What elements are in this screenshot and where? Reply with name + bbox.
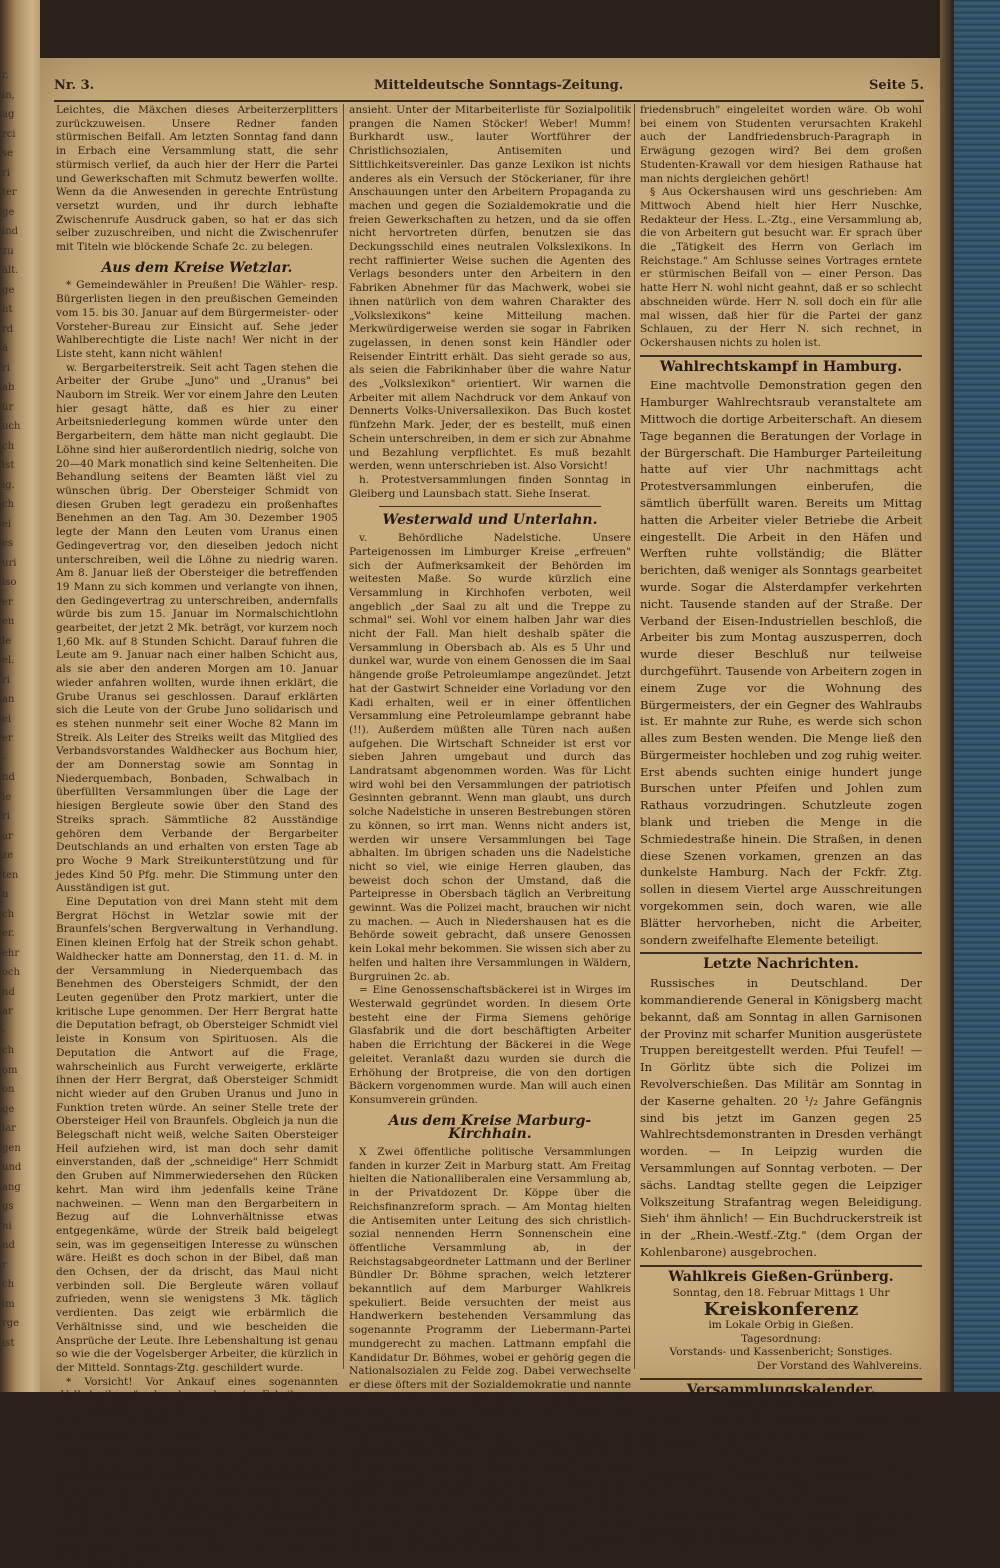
- hamburg-article: [640, 377, 922, 948]
- left-page-fragment: ch: [2, 1045, 15, 1056]
- left-page-fragment: ält.: [2, 265, 19, 276]
- left-page-fragment: om: [2, 1064, 18, 1076]
- left-page-fragment: ch: [2, 908, 15, 920]
- article-text: * Gemeindewähler in Preußen! Die Wähler- resp. Bürgerlisten liegen in den preußischen Gemeinden vom 15. bis 30. Januar auf dem Bürgermeister- oder Vorsteher-Bureau zur Einsicht auf. Sehe jeder Wahlberechtigte die Liste nach! Wer nicht in der Liste steht, kann nicht wählen!: [56, 279, 338, 360]
- left-page-fragment: se: [2, 148, 14, 159]
- calendar-entry: Gießen. Holzarbeiter. Abends 9 Uhr Versammlung bei Löb. — Metallarbeiter abends 9 Uhr Versammlung bei Orbig.: [640, 1414, 922, 1454]
- left-page-fragment: ch: [2, 440, 15, 452]
- section-heading: Letzte Nachrichten.: [703, 956, 859, 973]
- article-text: w. Bergarbeiterstreik. Seit acht Tagen stehen die Arbeiter der Grube „Juno" und „Uranus" bei Nauborn im Streik. Wer vor einem Jahre den Leuten hier gesagt hätte, daß es hier zu einer Arbeitsniederlegung kommen würde unter den Bergarbeitern, dem hätte man nicht geglaubt. Die Löhne sind hier außerordentlich niedrig, solche von 20—40 Mark monatlich sind keine Seltenheiten. Die Behandlung seitens der Beamten läßt viel zu wünschen übrig. Der Obersteiger Schmidt von diesen Gruben legt geradezu ein proßenhaftes Benehmen an den Tag. Am 30. Dezember 1905 legte der Mann den Leuten vom Uranus einen Gedingevertrag vor, den dieselben jedoch nicht unterschreiben, weil die Löhne zu niedrig waren. Am 8. Januar ließ der Obersteiger die betreffenden 19 Mann zu sich kommen und verlangte von ihnen, den Gedingevertrag zu unterschreiben, andernfalls würde bis zum 15. Januar im Normalschichtlohn gearbeitet, der jetzt 2 Mk. beträgt, vor kurzem noch 1,60 Mk. auf 8 Stunden Schicht. Darauf fuhren die Leute am 9. Januar nach einer halben Schicht aus, als sie aber den anderen Morgen am 10. Januar wieder anfahren wollten, wurde ihnen erklärt, die Grube Uranus sei geschlossen. Darauf erklärten sich die Leute von der Grube Juno solidarisch und es stehen nunmehr seit einer Woche 82 Mann im Streik. Als Leiter des Streiks weilt das Mitglied des Verbandsvorstandes Waldhecker aus Bochum hier, der am Donnerstag sowie am Sonntag in Niederquembach, Bonbaden, Schwalbach in überfüllten Versammlungen über die Lage der hiesigen Bergleute sowie über den Stand des Streiks sprach. Sämmtliche 82 Ausständige gehören dem Verbande der Bergarbeiter Deutschlands an und erhalten von ersten Tage ab pro Woche 9 Mark Streikunterstützung und für jedes Kind 50 Pfg. mehr. Die Stimmung unter den Ausständigen ist gut.: [56, 361, 338, 895]
- left-page-fragment: ge: [2, 284, 15, 296]
- left-page-fragment: nd: [2, 772, 15, 783]
- section-heading: Aus dem Kreise Marburg-Kirchhain.: [388, 1112, 592, 1143]
- left-page-fragment: uch: [2, 421, 21, 432]
- page-header: [54, 78, 924, 102]
- left-page-fragment: n: [2, 889, 9, 900]
- left-page-fragment: ze: [2, 850, 14, 861]
- announcement-line: Vorstands- und Kassenbericht; Sonstiges.: [669, 1346, 893, 1359]
- section-heading: Westerwald und Unterlahn.: [382, 512, 598, 529]
- article-text: Eine machtvolle Demonstration gegen den Hamburger Wahlrechtsraub veranstaltete am Mittwoch die dortige Arbeiterschaft. An diesem Tage begannen die Beratungen der Vorlage in der Bürgerschaft. Die Hamburger Parteileitung hatte auf vier Uhr nachmittags acht Protestversammlungen einberufen, die sämtlich überfüllt waren. Bereits um Mittag hatten die Arbeiter vieler Betriebe die Arbeit eingestellt. Die Arbeit in den Häfen und Werften ruhte vollständig; die Blätter berichten, daß weniger als Sonntags gearbeitet wurde. Sogar die Alsterdampfer verkehrten nicht. Tausende standen auf der Straße. Der Verband der Eisen-Industriellen beschloß, die Arbeiter bis zum Montag auszusperren, doch wurde dieser Beschluß nur teilweise durchgeführt. Tausende von Arbeitern zogen in einem Zuge vor die Wohnung des Bürgermeisters, der ein Gegner des Wahlraubs ist. Er mahnte zur Ruhe, es werde sich schon alles zum Besten wenden. Die Menge ließ den Bürgermeister hochleben und zog ruhig weiter. Erst abends suchten einige hundert junge Burschen unter Pfeifen und Johlen zum Rathaus vorzudringen. Schutzleute zogen blank und trieben die Menge in die Schmiedestraße hinein. Die Straßen, in denen diese Szenen vorkamen, grenzen an das dunkelste Hamburg. Nach der Fckfr. Ztg. sollen in diesem Viertel arge Ausschreitungen vorgekommen sein, doch waren, wie alle Blätter hervorheben, nicht die Arbeiter, sondern zweifelhafte Elemente beteiligt.: [640, 378, 922, 947]
- left-page-fragment: rd: [2, 323, 14, 335]
- article-text: § Aus Ockershausen wird uns geschrieben: Am Mittwoch Abend hielt hier Herr Nuschke, Redakteur der Hess. L.-Ztg., eine Versammlung ab, die von Arbeitern gut besucht war. Er sprach über die „Tätigkeit des Herrn von Gerlach im Reichstage." Am Schlusse seines Vortrages erntete er stürmischen Beifall von — einer Person. Das hatte Herr N. wohl nicht geahnt, daß er so schlecht abschneiden würde. Herr N. soll doch ein für alle mal wissen, daß hier für die Partei der ganz Schlauen, zu der Herr N. sich rechnet, in Ockershausen nichts zu holen ist.: [640, 186, 922, 349]
- article-text: h. Protestversammlungen finden Sonntag in Gleiberg und Launsbach statt. Siehe Inserat.: [349, 473, 631, 500]
- left-page-fragment: und: [2, 1162, 22, 1173]
- article-text: friedensbruch" eingeleitet worden wäre. Ob wohl bei einem von Studenten verursachten Krakehl auch der Landfriedensbruch-Paragraph in Erwägung gezogen wird? Bei dem großen Studenten-Krawall vor dem hiesigen Rathause hat man nichts dergleichen gehört!: [640, 104, 922, 185]
- article-text: ○ Keine Studenten, sondern Arbeiter, sechs junge Burschen aus Cölbe, waren es, welche vorige Woche sich vor dem hiesigen Schöffengericht wegen eines kleinen Krakehls zu verantworten hatten. Fünf wurden freigesprochen und nur einer zu 30 Mk. verurteilt, allem wurde jedoch trotz der Freisprechung und der geringen Verurteilung bedeutet, daß die Sache nicht so harmlos gewesen, da anfänglich die Untersuchung wegen „Land-: [349, 1433, 631, 1556]
- left-page-fragment: ist: [2, 460, 15, 471]
- left-page-fragment: gen: [2, 1142, 21, 1154]
- left-page-fragment: ri: [2, 167, 10, 179]
- section-heading: Aus dem Kreise Wetzlar.: [101, 259, 293, 276]
- left-page-fragment: uri: [2, 557, 17, 569]
- left-page-fragment: in,: [2, 89, 15, 101]
- article-text: v. Behördliche Nadelstiche. Unsere Parteigenossen im Limburger Kreise „erfreuen" sich der Aufmerksamkeit der Behörden im weitesten Maße. So wurde kürzlich eine Versammlung in Kirchhofen verboten, weil angeblich „der Saal zu alt und die Treppe zu schmal" sei. Wohl vor einem halben Jahr war dies nicht der Fall. Man hielt deshalb später die Versammlung in Obersbach ab. Als es 5 Uhr und dunkel war, wurde von einem Genossen die im Saal hängende große Petroleumlampe angezündet. Jetzt hat der Gastwirt Schneider eine Vorladung vor den Kadi erhalten, weil er in einer öffentlichen Versammlung eine Petroleumlampe gebrannt habe (!!). Außerdem müßten alle Türen nach außen aufgehen. Die Wirtschaft Schneider ist erst vor sieben Jahren umgebaut und durch das Landratsamt abgenommen worden. Was für Licht wird wohl bei den Versammlungen der patriotisch Gesinnten gebrannt. Wenn man glaubt, uns durch solche Nadelstiche in unseren Bestrebungen stören zu können, so irrt man. Wenns nicht anders ist, werden wir unsere Versammlungen bei Tage abhalten. Im übrigen schaden uns die Nadelstiche nicht so viel, wie einige Herren glauben, das beweist doch schon der Umstand, daß die Parteipresse in Obersbach täglich an Verbreitung gewinnt. Was die Polizei macht, brauchen wir nicht zu machen. — Auch in Niedershausen hat es die Behörde soweit gebracht, daß unsere Genossen kein Lokal mehr bekommen. Sie wissen sich aber zu helfen und halten ihre Versammlungen in Wäldern, Burgruinen 2c. ab.: [349, 532, 631, 983]
- binding-edge: [940, 0, 954, 1392]
- left-page-fragment: el.: [2, 655, 15, 666]
- announcement-title: Kreiskonferenz: [703, 1299, 859, 1321]
- announcement-line: Sonntag, den 18. Februar Mittags 1 Uhr: [672, 1287, 890, 1300]
- left-page-fragment: ä: [2, 343, 8, 354]
- left-page-fragment: er: [2, 733, 13, 744]
- left-page-fragment: nd: [2, 1240, 15, 1251]
- column-divider: [343, 104, 344, 1369]
- section-heading: Wahlkreis Gießen-Grünberg.: [668, 1268, 894, 1285]
- left-page-fragment: ch: [2, 499, 15, 510]
- article-text: Leichtes, die Mäxchen dieses Arbeiterzerplitters zurückzuweisen. Unsere Redner fanden stürmischen Beifall. Am letzten Sonntag fand dann in Erbach eine Versammlung statt, die sehr stürmisch verlief, da auch hier der Herr die Partei und Gewerkschaften mit Schmutz bewerfen wollte. Wenn da die Anwesenden in gerechte Entrüstung versetzt wurden, und ihr durch lebhafte Zwischenrufe Ausdruck gaben, so hat er das sich selber zuzuschreiben, und nicht die Zwischenrufer mit Titeln wie blöckende Schafe 2c. zu belegen.: [56, 104, 338, 254]
- left-page-fragment: ang: [2, 1181, 21, 1193]
- article-text: * Vorsicht! Vor Ankauf eines sogenannten „Volkslexikons", das besonders in Fabriken von zudringlichen Reisenden den Arbeitern angeboten wird, und fünfzehn Mark kostet, warnt die Parteipresse. Das Volkslexikon ist nun ein Buch, dessen Wert keineswegs dem dafür gezahlten Preise entspricht. Insbesondere Arbeiter erleben jedesmal eine Enttäuschung, wenn sie es erhalten. Die nationalökonomischen und sozialpolitischen Artikel sind wissenschaftlich wertlos, voller unrichtiger Angaben und gehässiger Bemerkungen gegen die Arbeiterbewegung und Sozialdemokratie. Das wird begreiflich, wenn man sich die Mitarbeiterliste: [56, 1375, 338, 1566]
- left-page-fragment: ab: [2, 382, 15, 393]
- divider: [379, 506, 601, 507]
- left-page-fragment: an: [2, 694, 15, 705]
- left-page-fragment: im: [2, 1298, 15, 1310]
- divider: [640, 952, 922, 954]
- left-page-fragment: rge: [2, 1318, 20, 1329]
- calendar-date: Samstag, 20. Januar.: [725, 1400, 837, 1413]
- section-heading: Versammlungskalender.: [686, 1381, 876, 1398]
- article-text: Russisches in Deutschland. Der kommandierende General in Königsberg macht bekannt, daß am Sonntag in allen Garnisonen der Provinz mit scharfer Munition ausgerüstete Truppen bereitgestellt werden. Pfui Teufel! — In Görlitz übte sich die Polizei im Revolverschießen. Das Militär am Sonntag in der Kaserne gehalten. 20 ¹/₂ Jahre Gefängnis sind bis jetzt im Ganzen gegen 25 Wahlrechtsdemonstranten in Dresden verhängt worden. — In Leipzig wurden die Versammlungen auf Sonntag verboten. — Der sächs. Landtag stellte gegen die Leipziger Volkszeitung Strafantrag wegen Beleidigung. Sieh' ihm ähnlich! — Ein Buchdruckerstreik ist in der „Rhein.-Westf.-Ztg." (dem Organ der Kohlenbarone) ausgebrochen.: [640, 976, 922, 1259]
- left-page-fragment: gs: [2, 1201, 14, 1212]
- left-page-fragment: rci: [2, 128, 16, 140]
- calendar-entry: Heuchelheim. Tabakarbeiter. Nachmittags 3 Uhr Versammlung bei Wirt Aug. Rinn.: [640, 1468, 922, 1495]
- news-article: [640, 975, 922, 1261]
- left-page-fragment: -: [2, 1025, 6, 1037]
- issue-number: Nr. 3.: [54, 78, 95, 93]
- column-2: [349, 104, 631, 1556]
- left-page-fragment: ri: [2, 362, 10, 374]
- divider: [640, 1265, 922, 1267]
- article-text: Eine Deputation von drei Mann steht mit dem Bergrat Höchst in Wetzlar sowie mit der Braunfels'schen Bergverwaltung in Verhandlung. Einen kleinen Erfolg hat der Streik schon gehabt. Waldhecker hatte am Donnerstag, den 11. d. M. in der Versammlung in Niederquembach das Benehmen des Obersteigers Schmidt, der den Leuten gegenüber den Protz markiert, unter die kritische Lupe genommen. Der Herr Bergrat hatte die Deputation befragt, ob Obersteiger Schmidt viel leiste in Konsum von Spirituosen. Als die Deputation die Antwort auf die Frage, wahrscheinlich aus Furcht verweigerte, erklärte ihnen der Herr Bergrat, daß Obersteiger Schmidt nicht wieder auf den Gruben Uranus und Juno in Funktion treten würde. An seiner Stelle trete der Obersteiger Heil von Braunfels. Obgleich ja nun die Belegschaft nicht weiß, welche Saiten Obersteiger Heil aufziehen wird, ist man doch sehr damit einverstanden, daß der „schneidige" Herr Schmidt den Gruben auf Nimmerwiedersehen den Rücken kehrt. Man wird ihm jedenfalls keine Träne nachweinen. — Wenn man den Bergarbeitern in Bezug auf die Lohnverhältnisse etwas entgegenkäme, würde der Streik bald beigelegt sein, was im gegenseitigen Interesse zu wünschen wäre. Heißt es doch schon in der Bibel, daß man den Ochsen, der da drischt, das Maul nicht verbinden soll. Die Bergleute wären vollauf zufrieden, wenn sie wenigstens 3 Mk. täglich verdienten. Das zeigt wie erbärmlich die Verhältnisse sind, und wie bescheiden die Ansprüche der Leute. Ihre Lebenshaltung ist genau so wie die der Vogelsberger Arbeiter, die kürzlich in der Mitteld. Sonntags-Ztg. geschildert wurde.: [56, 896, 338, 1374]
- announcement-line: Tagesordnung:: [740, 1332, 822, 1345]
- article-text: = Eine Genossenschaftsbäckerei ist in Wirges im Westerwald gegründet worden. In diesem Orte besteht eine der Firma Siemens gehörige Glasfabrik und die dort beschäftigten Arbeiter haben die Errichtung der Bäckerei in die Wege geleitet. Veranlaßt dazu wurden sie durch die Erhöhung der Brotpreise, die von den dortigen Bäckern vorgenommen wurde. Man will auch einen Konsumverein gründen.: [349, 984, 631, 1106]
- left-page-fragment: on: [2, 1084, 15, 1095]
- left-page-fragment: ge: [2, 206, 15, 218]
- announcement-signature: Der Vorstand des Wahlvereins.: [756, 1359, 922, 1372]
- left-page-fragment: er.: [2, 928, 15, 939]
- left-page-fragment: r: [2, 1259, 7, 1271]
- left-page-fragment: iso: [2, 577, 17, 588]
- left-page-fragment: och: [2, 967, 21, 978]
- left-page-fragment: ei: [2, 713, 12, 725]
- left-page-fragment: ri: [2, 674, 10, 686]
- left-page-fragment: r.: [2, 70, 9, 81]
- left-page-fragment: er: [2, 596, 13, 608]
- calendar-date: Sonntag, den 21. Januar.: [714, 1455, 848, 1468]
- left-page-fragment: ür: [2, 401, 14, 413]
- left-page-fragment: ist: [2, 1337, 15, 1349]
- left-page-fragment: ar: [2, 1006, 13, 1017]
- calendar-entry: Großen-Buseck. Wahlverein. Nachmittags ¹/₂3 Uhr Versammlung bei Wirt Siegfried am Bahnhof. T.-Ord.: 1. Jahresabrechnung 2. Vorstandswahl.: [640, 1509, 922, 1550]
- article-text: ansieht. Unter der Mitarbeiterliste für Sozialpolitik prangen die Namen Stöcker! Weber! Mumm! Burkhardt usw., lauter Wortführer der Christlichsozialen, Antisemiten und Sittlichkeitsvereinler. Das ganze Lexikon ist nichts anderes als ein Versuch der Stöckerianer, für ihre Anschauungen unter den Arbeitern Propaganda zu machen und gegen die Sozialdemokratie und die freien Gewerkschaften zu hetzen, und da sie offen nicht hervortreten dürfen, benutzen sie das Deckungsschild eines neutralen Volkslexikons. In recht raffinierter Weise suchen die Agenten des Verlags besonders unter den Arbeitern in den Fabriken Abnehmer für das Machwerk, wobei sie ihnen natürlich von dem wahren Charakter des „Volkslexikons" keine Mitteilung machen. Merkwürdigerweise werden sie sogar in Fabriken zugelassen, in denen sonst kein Händler oder Reisender Eintritt erhält. Das sieht gerade so aus, als seien die Fabrikinhaber über die wahre Natur des „Volkslexikon" orientiert. Wir warnen die Arbeiter mit allem Nachdruck vor dem Ankauf von Dennerts Volks-Universallexikon. Das Buch kostet fünfzehn Mark. Jeder, der es bestellt, muß einen Schein unterschreiben, in dem er sich zur Abnahme und Bezahlung verpflichtet. Es muß bezahlt werden, wenn unterschrieben ist. Also Vorsicht!: [349, 104, 631, 473]
- left-page-fragment: ht: [2, 304, 13, 315]
- left-page-fragment: ni: [2, 1220, 12, 1232]
- left-page-fragment: ei: [2, 518, 12, 530]
- left-page-edge: [0, 0, 40, 1392]
- left-page-fragment: ag: [2, 109, 15, 120]
- left-page-fragment: ten: [2, 869, 19, 881]
- column-3: [640, 104, 922, 1550]
- column-divider: [634, 104, 635, 1369]
- left-page-fragment: ehr: [2, 947, 20, 959]
- newspaper-title: Mitteldeutsche Sonntags-Zeitung.: [374, 78, 624, 93]
- left-page-fragment: ie: [2, 791, 12, 803]
- left-page-fragment: ri: [2, 811, 10, 822]
- divider: [640, 355, 922, 357]
- book-binding: [940, 0, 1000, 1392]
- left-page-fragment: zu: [2, 245, 14, 257]
- left-page-fragment: ge: [2, 1103, 15, 1115]
- left-page-fragment: en: [2, 616, 15, 627]
- left-page-fragment: ch: [2, 1279, 15, 1290]
- column-1: [56, 104, 338, 1566]
- announcement-line: im Lokale Orbig in Gießen.: [708, 1318, 854, 1331]
- page-number: Seite 5.: [869, 78, 924, 93]
- left-page-fragment: nd: [2, 986, 15, 998]
- section-heading: Wahlrechtskampf in Hamburg.: [659, 358, 903, 375]
- left-page-fragment: ig.: [2, 479, 15, 491]
- left-page-fragment: iar: [2, 1123, 16, 1134]
- left-page-fragment: ind: [2, 226, 19, 237]
- divider: [640, 1378, 922, 1380]
- left-page-fragment: le: [2, 635, 12, 647]
- article-text: X Zwei öffentliche politische Versammlungen fanden in kurzer Zeit in Marburg statt. Am Freitag hielten die Nationalliberalen eine Versammlung ab, in der Privatdozent Dr. Köppe über die Reichsfinanzreform sprach. — Am Montag hielten die Antisemiten unter Leitung des sich christlich-sozial nennenden Herrn Sonnenschein eine öffentliche Versammlung ab, in der Reichstagsabgeordneter Lattmann und der Berliner Bündler Dr. Böhme sprachen, welch letzterer bekanntlich auf dem Marburger Wahlkreis spekuliert. Beide versuchten der meist aus Handwerkern bestehenden Versammlung das sogenannte Programm der Liebermann-Partei mundgerecht zu machen. Lattmann empfahl die Kandidatur Dr. Böhmes, wobei er gehörig gegen die Nationalsozialen zu Felde zog. Dabei verwechselte er diese öfters mit der Sozialdemokratie und nannte sie „verkappte Sozialisten". Selbstverständlich fehlten auch die Verleumdungen gegen die Sozialdemokratie nicht.: [349, 1146, 631, 1433]
- left-page-fragment: -: [2, 752, 6, 764]
- calendar-date: Sonntag, den 28. Januar.: [714, 1496, 848, 1509]
- left-page-fragment: es: [2, 538, 14, 549]
- left-page-fragment: ar: [2, 830, 13, 842]
- left-page-fragment: ter: [2, 187, 17, 198]
